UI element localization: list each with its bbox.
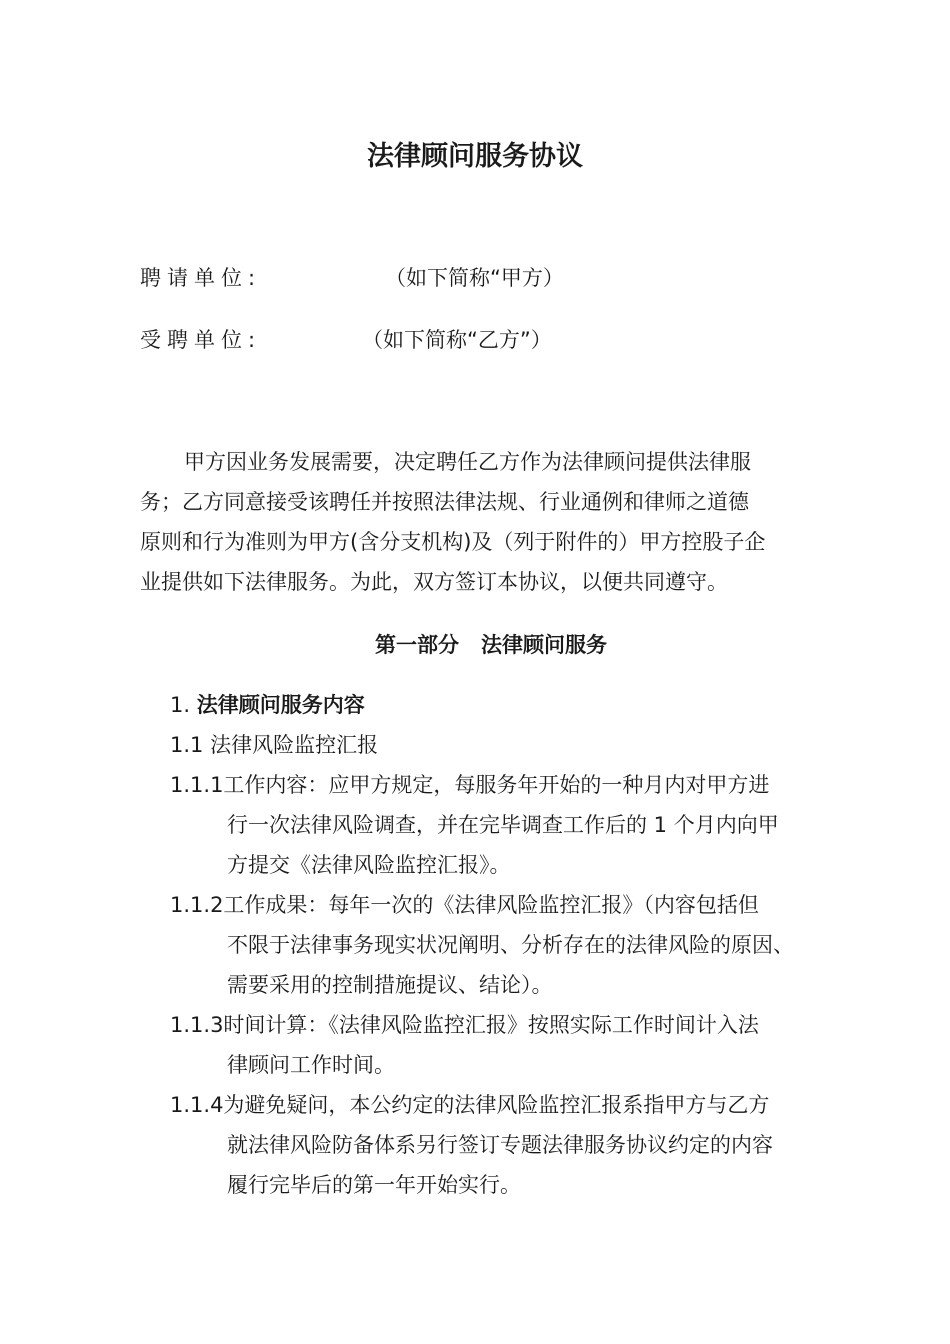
- intro-line: 务；乙方同意接受该聘任并按照法律法规、行业通例和律师之道德: [140, 490, 749, 514]
- document-title: 法律顾问服务协议: [367, 141, 583, 172]
- item-1-title: 法律顾问服务内容: [196, 693, 365, 717]
- intro-line: 业提供如下法律服务。为此，双方签订本协议，以便共同遵守。: [140, 570, 728, 594]
- intro-line: 原则和行为准则为甲方(含分支机构)及（列于附件的）甲方控股子企: [140, 530, 766, 554]
- item-1-1-1: [170, 765, 779, 885]
- intro-paragraph: [140, 442, 830, 602]
- item-line: 1.1.4为避免疑问，本公约定的法律风险监控汇报系指甲方与乙方: [170, 1093, 770, 1117]
- item-1-1-4: [170, 1085, 773, 1205]
- employee-label: 受聘单位:: [140, 328, 262, 352]
- item-1-1-2: [170, 885, 794, 1005]
- item-line: 不限于法律事务现实状况阐明、分析存在的法律风险的原因、: [227, 933, 794, 957]
- item-1-1-3: [170, 1005, 759, 1085]
- item-1-1-heading: 1.1 法律风险监控汇报: [170, 733, 379, 757]
- item-line: 1.1.1工作内容：应甲方规定，每服务年开始的一种月内对甲方进: [170, 773, 770, 797]
- item-line: 履行完毕后的第一年开始实行。: [227, 1173, 521, 1197]
- item-line: 行一次法律风险调查，并在完毕调查工作后的 1 个月内向甲: [227, 813, 779, 837]
- item-line: 律顾问工作时间。: [227, 1053, 395, 1077]
- section-heading: 第一部分 法律顾问服务: [375, 633, 607, 657]
- employer-label: 聘请单位:: [140, 266, 262, 290]
- employer-line: [140, 262, 564, 292]
- item-line: 就法律风险防备体系另行签订专题法律服务协议约定的内容: [227, 1133, 773, 1157]
- intro-line: 甲方因业务发展需要，决定聘任乙方作为法律顾问提供法律服: [184, 450, 751, 474]
- item-line: 1.1.2工作成果：每年一次的《法律风险监控汇报》（内容包括但: [170, 893, 759, 917]
- item-line: 需要采用的控制措施提议、结论）。: [227, 973, 553, 997]
- employee-note: （如下简称“乙方”）: [362, 328, 552, 352]
- item-line: 方提交《法律风险监控汇报》。: [227, 853, 511, 877]
- item-1-number: 1.: [170, 693, 191, 717]
- employee-line: [140, 324, 552, 354]
- employer-note: （如下简称“甲方）: [385, 266, 564, 290]
- item-line: 1.1.3时间计算：《法律风险监控汇报》按照实际工作时间计入法: [170, 1013, 759, 1037]
- item-1-heading: [170, 685, 365, 725]
